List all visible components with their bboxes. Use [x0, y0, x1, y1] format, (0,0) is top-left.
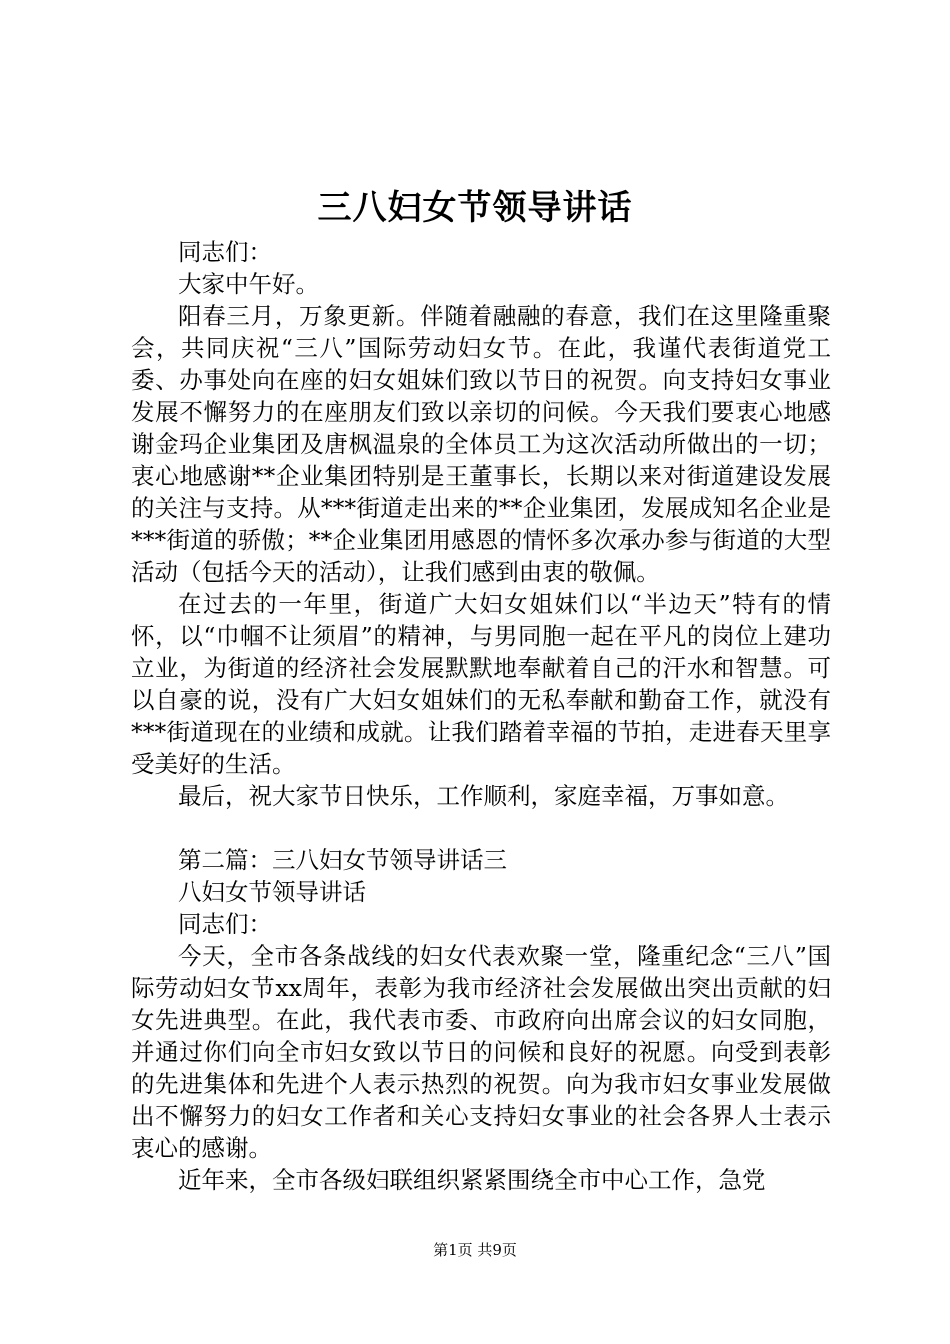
- closing-paragraph: 最后，祝大家节日快乐，工作顺利，家庭幸福，万事如意。: [178, 782, 789, 810]
- paragraph: 在过去的一年里，街道广大妇女姐妹们以“半边天”特有的情怀，以“巾帼不让须眉”的精神，与男同胞一起在平凡的岗位上建功立业，为街道的经济社会发展默默地奉献着自己的汗水和智慧。可以自豪的说，没有广大妇女姐妹们的无私奉献和勤奋工作，就没有***街道现在的业绩和成就。让我们踏着幸福的节拍，走进春天里享受美好的生活。: [131, 590, 831, 778]
- salutation: 同志们：: [178, 910, 272, 938]
- page-footer: 第1页 共9页: [433, 1241, 517, 1259]
- greeting: 大家中午好。: [178, 270, 319, 298]
- document-body: [131, 236, 831, 1196]
- document-title: 三八妇女节领导讲话: [317, 188, 633, 228]
- section-heading: 第二篇：三八妇女节领导讲话三: [178, 846, 507, 874]
- salutation: 同志们：: [178, 238, 272, 266]
- paragraph: 今天，全市各条战线的妇女代表欢聚一堂，隆重纪念“三八”国际劳动妇女节xx周年，表彰为我市经济社会发展做出突出贡献的妇女先进典型。在此，我代表市委、市政府向出席会议的妇女同胞，并通过你们向全市妇女致以节日的问候和良好的祝愿。向受到表彰的先进集体和先进个人表示热烈的祝贺。向为我市妇女事业发展做出不懈努力的妇女工作者和关心支持妇女事业的社会各界人士表示衷心的感谢。: [131, 942, 831, 1162]
- section-heading-continued: 八妇女节领导讲话: [178, 878, 366, 906]
- paragraph: 阳春三月，万象更新。伴随着融融的春意，我们在这里隆重聚会，共同庆祝“三八”国际劳动妇女节。在此，我谨代表街道党工委、办事处向在座的妇女姐妹们致以节日的祝贺。向支持妇女事业发展不懈努力的在座朋友们致以亲切的问候。今天我们要衷心地感谢金玛企业集团及唐枫温泉的全体员工为这次活动所做出的一切；衷心地感谢**企业集团特别是王董事长，长期以来对街道建设发展的关注与支持。从***街道走出来的**企业集团，发展成知名企业是***街道的骄傲；**企业集团用感恩的情怀多次承办参与街道的大型活动（包括今天的活动），让我们感到由衷的敬佩。: [131, 302, 831, 586]
- paragraph: 近年来，全市各级妇联组织紧紧围绕全市中心工作，急党: [178, 1166, 766, 1194]
